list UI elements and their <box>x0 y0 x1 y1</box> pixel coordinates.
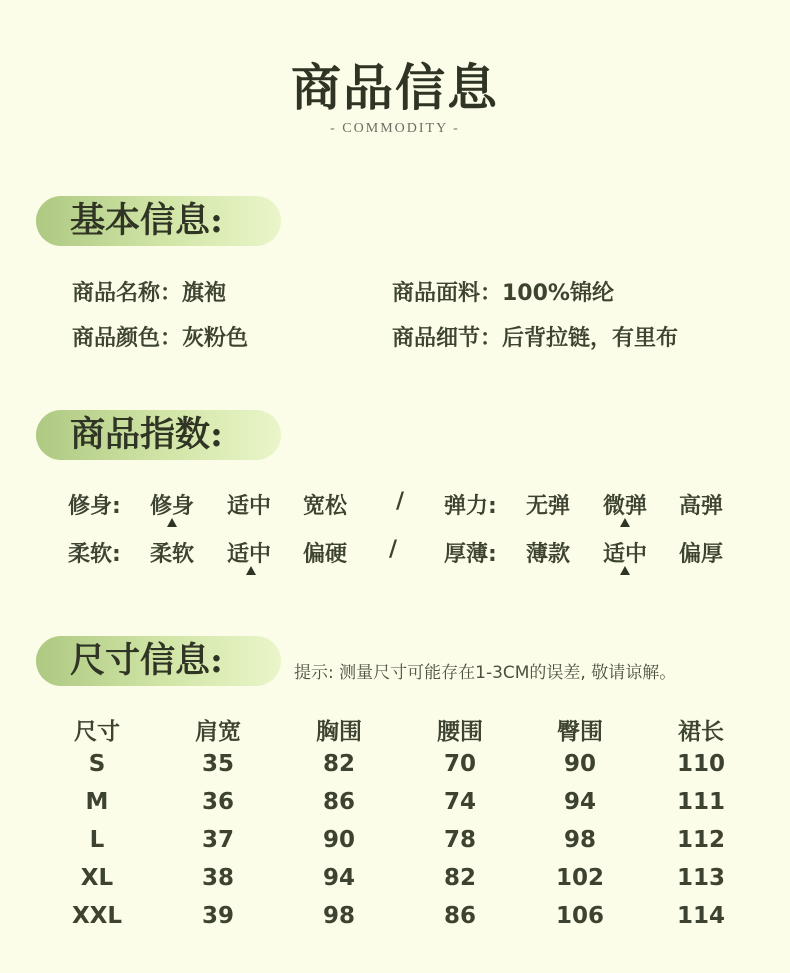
size-table-cell: 38 <box>201 865 234 891</box>
size-table-cell: 86 <box>322 789 355 815</box>
size-table-cell: 74 <box>443 789 476 815</box>
fit-label: 修身: <box>68 494 121 519</box>
elastic-label: 弹力: <box>444 494 497 519</box>
size-table-header: 腰围 <box>437 719 483 745</box>
page-title: 商品信息 <box>291 58 499 117</box>
size-table-cell: M <box>85 789 109 815</box>
softness-label: 柔软: <box>68 542 121 567</box>
fit-option: 宽松 <box>302 494 348 519</box>
size-table-header: 臀围 <box>557 719 603 745</box>
size-table-cell: S <box>88 751 106 777</box>
size-table-cell: 98 <box>563 827 596 853</box>
product-name: 商品名称：旗袍 <box>72 281 227 306</box>
product-color: 商品颜色：灰粉色 <box>72 326 249 351</box>
size-table-cell: 106 <box>555 903 604 929</box>
product-detail: 商品细节：后背拉链，有里布 <box>392 326 679 351</box>
fit-selected-marker <box>167 518 177 527</box>
size-info-heading: 尺寸信息: <box>36 636 281 686</box>
size-table-cell: 113 <box>676 865 725 891</box>
size-table-cell: 98 <box>322 903 355 929</box>
fit-option: 修身 <box>149 494 195 519</box>
size-table-cell: 90 <box>322 827 355 853</box>
size-table-cell: 102 <box>555 865 604 891</box>
size-table-cell: 78 <box>443 827 476 853</box>
size-table-cell: 94 <box>563 789 596 815</box>
thickness-selected-marker <box>620 566 630 575</box>
thickness-option: 薄款 <box>525 542 571 567</box>
size-table-cell: 39 <box>201 903 234 929</box>
size-table-cell: 70 <box>443 751 476 777</box>
size-table-header: 尺寸 <box>74 719 120 745</box>
page-subtitle: - COMMODITY - <box>330 121 460 136</box>
size-table-cell: 111 <box>676 789 725 815</box>
size-table-cell: 82 <box>443 865 476 891</box>
size-table-cell: 112 <box>676 827 725 853</box>
size-table-cell: XL <box>80 865 114 891</box>
index-separator: / <box>395 489 405 514</box>
elastic-option: 高弹 <box>678 494 724 519</box>
product-fabric: 商品面料：100%锦纶 <box>392 281 614 306</box>
elastic-option: 无弹 <box>525 494 571 519</box>
softness-option: 偏硬 <box>302 542 348 567</box>
index-separator: / <box>388 537 398 562</box>
fit-option: 适中 <box>226 494 272 519</box>
size-table-cell: 110 <box>676 751 725 777</box>
size-table-cell: 36 <box>201 789 234 815</box>
size-table-cell: 82 <box>322 751 355 777</box>
elastic-option: 微弹 <box>602 494 648 519</box>
basic-info-heading: 基本信息: <box>36 196 281 246</box>
size-tip: 提示: 测量尺寸可能存在1-3CM的误差, 敬请谅解。 <box>294 663 677 683</box>
size-table-cell: 114 <box>676 903 725 929</box>
softness-selected-marker <box>246 566 256 575</box>
thickness-label: 厚薄: <box>444 542 497 567</box>
softness-option: 适中 <box>226 542 272 567</box>
thickness-option: 适中 <box>602 542 648 567</box>
size-table-cell: L <box>89 827 105 853</box>
softness-option: 柔软 <box>149 542 195 567</box>
thickness-option: 偏厚 <box>678 542 724 567</box>
size-table-header: 裙长 <box>678 719 724 745</box>
size-table-header: 胸围 <box>316 719 362 745</box>
size-table-cell: 90 <box>563 751 596 777</box>
size-table-cell: 86 <box>443 903 476 929</box>
size-table-cell: XXL <box>71 903 123 929</box>
size-table-cell: 94 <box>322 865 355 891</box>
size-table-cell: 35 <box>201 751 234 777</box>
size-table-cell: 37 <box>201 827 234 853</box>
product-index-heading: 商品指数: <box>36 410 281 460</box>
size-table-header: 肩宽 <box>195 719 241 745</box>
elastic-selected-marker <box>620 518 630 527</box>
